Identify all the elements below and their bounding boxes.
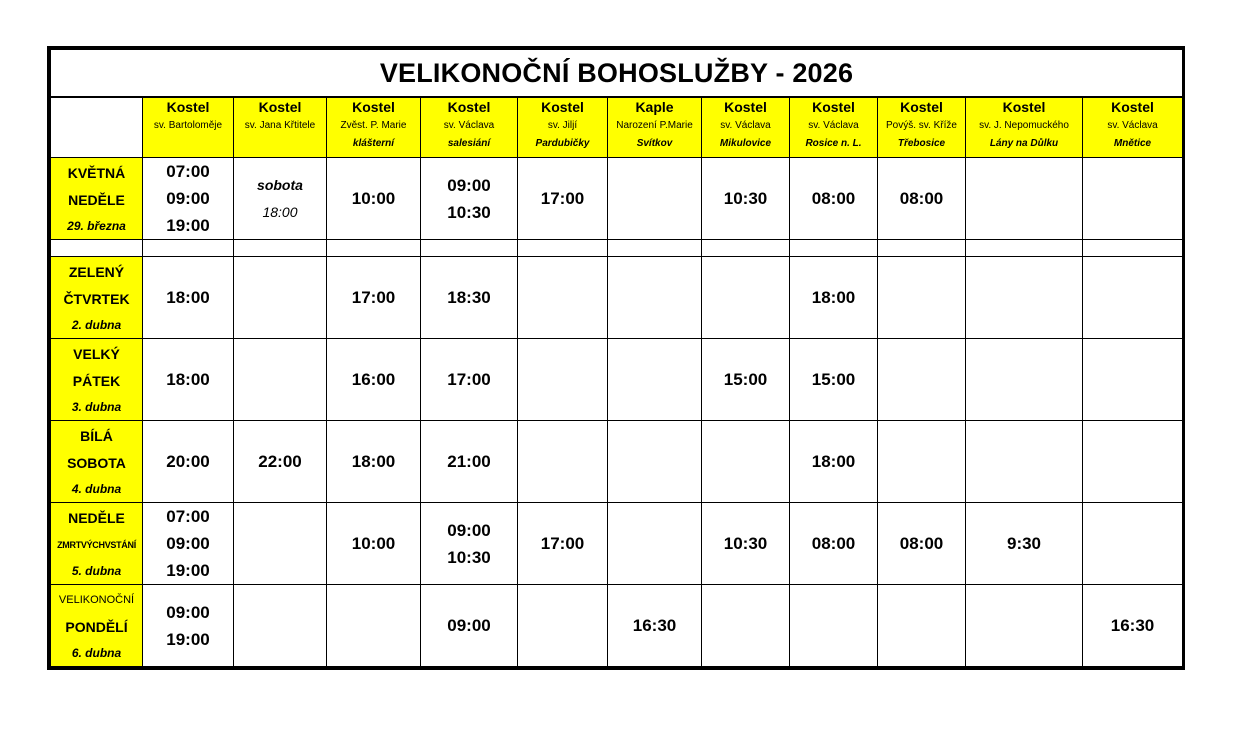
time-cell <box>608 257 702 339</box>
church-header-row <box>51 97 1183 158</box>
day-date: 6. dubna <box>71 645 122 660</box>
time-cell <box>1083 503 1183 585</box>
spacer-cell <box>608 240 702 257</box>
time-cell <box>966 158 1083 240</box>
church-place: Pardubičky <box>535 137 590 149</box>
service-time: 16:30 <box>632 616 677 635</box>
spacer-cell <box>966 240 1083 257</box>
service-time: 10:30 <box>723 189 768 208</box>
day-date: 3. dubna <box>71 399 122 414</box>
service-time: 22:00 <box>258 452 302 471</box>
service-time: 16:00 <box>351 370 396 389</box>
church-name: sv. J. Nepomuckého <box>979 119 1069 131</box>
page-title: VELIKONOČNÍ BOHOSLUŽBY - 2026 <box>51 50 1183 98</box>
spacer-cell <box>51 240 143 257</box>
service-time: 9:30 <box>1006 534 1042 553</box>
church-type: Kostel <box>352 98 395 115</box>
time-cell <box>608 339 702 421</box>
day-label-cell <box>51 257 143 339</box>
spacer-cell <box>1083 240 1183 257</box>
church-type: Kostel <box>812 98 855 115</box>
time-cell <box>421 339 518 421</box>
day-label-cell <box>51 158 143 240</box>
service-time: 07:00 <box>166 162 210 181</box>
church-place <box>143 136 233 151</box>
church-place: Mikulovice <box>719 137 772 149</box>
church-name: sv. Bartoloměje <box>153 119 223 131</box>
time-cell <box>878 503 966 585</box>
time-cell <box>518 339 608 421</box>
time-cell <box>608 585 702 667</box>
day-date: 2. dubna <box>71 317 122 332</box>
service-time: 08:00 <box>811 189 856 208</box>
church-place: klášterní <box>352 137 395 149</box>
church-name: sv. Václava <box>1107 119 1158 131</box>
service-time: 18:00 <box>166 370 210 389</box>
time-cell <box>790 158 878 240</box>
church-header-4 <box>421 97 518 158</box>
day-row <box>51 339 1183 421</box>
time-cell <box>421 257 518 339</box>
day-name-line1: VELIKONOČNÍ <box>58 593 135 606</box>
service-time: 19:00 <box>166 561 210 580</box>
day-date: 4. dubna <box>71 481 122 496</box>
church-name: sv. Václava <box>808 119 859 131</box>
time-cell <box>421 503 518 585</box>
church-place: Mnětice <box>1113 137 1152 149</box>
day-label-cell <box>51 503 143 585</box>
day-row <box>51 158 1183 240</box>
time-cell <box>143 257 234 339</box>
time-cell <box>234 257 327 339</box>
time-cell <box>878 257 966 339</box>
time-cell <box>518 585 608 667</box>
time-cell <box>327 421 421 503</box>
time-cell <box>143 503 234 585</box>
time-cell <box>234 158 327 240</box>
service-time: 09:00 <box>166 602 210 622</box>
church-type: Kostel <box>166 98 210 115</box>
service-time: 15:00 <box>723 370 768 389</box>
time-cell <box>1083 421 1183 503</box>
service-time: 16:30 <box>1110 616 1155 635</box>
time-cell <box>143 158 234 240</box>
time-cell <box>1083 585 1183 667</box>
church-place: Svítkov <box>636 137 673 149</box>
church-type: Kostel <box>541 98 584 115</box>
time-cell <box>878 585 966 667</box>
time-cell <box>790 257 878 339</box>
service-time: 17:00 <box>351 288 396 307</box>
corner-cell <box>51 97 143 158</box>
time-cell <box>421 585 518 667</box>
time-cell <box>327 503 421 585</box>
time-cell <box>234 339 327 421</box>
church-header-9 <box>878 97 966 158</box>
spacer-cell <box>143 240 234 257</box>
service-time: 10:30 <box>723 534 768 553</box>
service-time: 07:00 <box>166 507 210 526</box>
day-name-line2: PÁTEK <box>72 372 121 389</box>
service-time: 10:00 <box>351 534 396 553</box>
service-time: 10:30 <box>447 202 491 222</box>
church-type: Kostel <box>724 98 767 115</box>
day-row <box>51 257 1183 339</box>
day-row <box>51 421 1183 503</box>
day-name-line1: VELKÝ <box>73 345 120 362</box>
church-place <box>234 136 326 151</box>
time-cell <box>966 421 1083 503</box>
time-cell <box>608 421 702 503</box>
day-date: 29. března <box>67 218 126 233</box>
day-name-line1: NEDĚLE <box>68 509 125 526</box>
spacer-cell <box>790 240 878 257</box>
time-cell <box>234 503 327 585</box>
schedule-sheet <box>47 46 1185 670</box>
time-cell <box>1083 339 1183 421</box>
church-name: sv. Jana Křtitele <box>244 119 316 131</box>
time-cell <box>234 421 327 503</box>
time-cell <box>143 339 234 421</box>
time-cell <box>1083 158 1183 240</box>
church-header-5 <box>518 97 608 158</box>
service-time: 10:00 <box>351 189 396 208</box>
service-time: 18:00 <box>351 452 396 471</box>
spacer-cell <box>421 240 518 257</box>
service-time: 19:00 <box>166 629 210 649</box>
time-cell <box>143 585 234 667</box>
time-cell <box>518 257 608 339</box>
time-cell <box>327 585 421 667</box>
service-time: 08:00 <box>899 189 944 208</box>
time-cell <box>702 257 790 339</box>
church-header-3 <box>327 97 421 158</box>
church-name: sv. Václava <box>443 119 495 131</box>
service-time: 09:00 <box>166 189 210 208</box>
day-row <box>51 503 1183 585</box>
spacer-row <box>51 240 1183 257</box>
church-header-10 <box>966 97 1083 158</box>
service-time: 18:00 <box>262 203 298 220</box>
day-row <box>51 585 1183 667</box>
church-type: Kostel <box>447 98 491 115</box>
time-cell <box>966 585 1083 667</box>
time-cell <box>790 339 878 421</box>
time-cell <box>702 585 790 667</box>
time-cell <box>702 503 790 585</box>
time-cell <box>421 158 518 240</box>
service-time: 09:00 <box>447 520 491 540</box>
day-name-line2: ČTVRTEK <box>63 290 130 307</box>
service-time: sobota <box>257 176 303 193</box>
day-name-line2: ZMRTVÝCHVSTÁNÍ <box>57 539 136 550</box>
service-time: 19:00 <box>166 216 210 235</box>
time-cell <box>518 158 608 240</box>
church-type: Kostel <box>1002 98 1046 115</box>
time-cell <box>878 158 966 240</box>
time-cell <box>518 503 608 585</box>
church-place: Lány na Důlku <box>989 137 1059 149</box>
time-cell <box>702 339 790 421</box>
day-date: 5. dubna <box>71 563 122 578</box>
church-header-6 <box>608 97 702 158</box>
day-name-line1: BÍLÁ <box>80 427 113 444</box>
service-time: 18:30 <box>447 288 491 307</box>
time-cell <box>702 421 790 503</box>
church-type: Kostel <box>1111 98 1154 115</box>
service-time: 17:00 <box>540 534 585 553</box>
time-cell <box>518 421 608 503</box>
service-time: 09:00 <box>447 616 491 635</box>
church-name: Povýš. sv. Kříže <box>886 119 957 131</box>
spacer-cell <box>234 240 327 257</box>
service-time: 09:00 <box>166 534 210 553</box>
time-cell <box>234 585 327 667</box>
service-time: 08:00 <box>899 534 944 553</box>
church-header-8 <box>790 97 878 158</box>
service-time: 17:00 <box>447 370 491 389</box>
day-label-cell <box>51 421 143 503</box>
day-name-line2: SOBOTA <box>67 454 126 471</box>
spacer-cell <box>327 240 421 257</box>
church-name: sv. Jiljí <box>547 119 578 131</box>
time-cell <box>702 158 790 240</box>
time-cell <box>1083 257 1183 339</box>
church-name: Narození P.Marie <box>616 119 693 131</box>
day-label-cell <box>51 585 143 667</box>
time-cell <box>143 421 234 503</box>
time-cell <box>966 257 1083 339</box>
church-place: salesiání <box>447 137 491 149</box>
time-cell <box>966 503 1083 585</box>
time-cell <box>966 339 1083 421</box>
church-name: sv. Václava <box>720 119 771 131</box>
spacer-cell <box>518 240 608 257</box>
service-time: 20:00 <box>166 452 210 471</box>
time-cell <box>790 585 878 667</box>
day-name-line1: ZELENÝ <box>68 263 125 280</box>
church-type: Kostel <box>258 98 302 115</box>
church-header-11 <box>1083 97 1183 158</box>
church-place: Rosice n. L. <box>805 137 862 149</box>
day-name-line2: NEDĚLE <box>68 191 125 208</box>
spacer-cell <box>878 240 966 257</box>
time-cell <box>790 503 878 585</box>
service-time: 08:00 <box>811 534 856 553</box>
service-time: 09:00 <box>447 175 491 195</box>
day-label-cell <box>51 339 143 421</box>
service-time: 15:00 <box>811 370 856 389</box>
time-cell <box>878 339 966 421</box>
church-place: Třebosice <box>897 137 946 149</box>
time-cell <box>327 257 421 339</box>
church-name: Zvěst. P. Marie <box>340 119 407 131</box>
time-cell <box>790 421 878 503</box>
time-cell <box>421 421 518 503</box>
time-cell <box>878 421 966 503</box>
service-time: 18:00 <box>166 288 210 307</box>
time-cell <box>608 503 702 585</box>
time-cell <box>327 339 421 421</box>
church-type: Kostel <box>900 98 943 115</box>
day-name-line2: PONDĚLÍ <box>65 618 128 635</box>
service-time: 10:30 <box>447 547 491 567</box>
time-cell <box>327 158 421 240</box>
service-time: 17:00 <box>540 189 585 208</box>
church-header-1 <box>143 97 234 158</box>
day-name-line1: KVĚTNÁ <box>67 164 126 181</box>
church-header-2 <box>234 97 327 158</box>
schedule-table <box>50 49 1183 667</box>
spacer-cell <box>702 240 790 257</box>
service-time: 18:00 <box>811 452 856 471</box>
church-type: Kaple <box>635 98 674 115</box>
service-time: 18:00 <box>811 288 856 307</box>
time-cell <box>608 158 702 240</box>
church-header-7 <box>702 97 790 158</box>
service-time: 21:00 <box>447 452 491 471</box>
